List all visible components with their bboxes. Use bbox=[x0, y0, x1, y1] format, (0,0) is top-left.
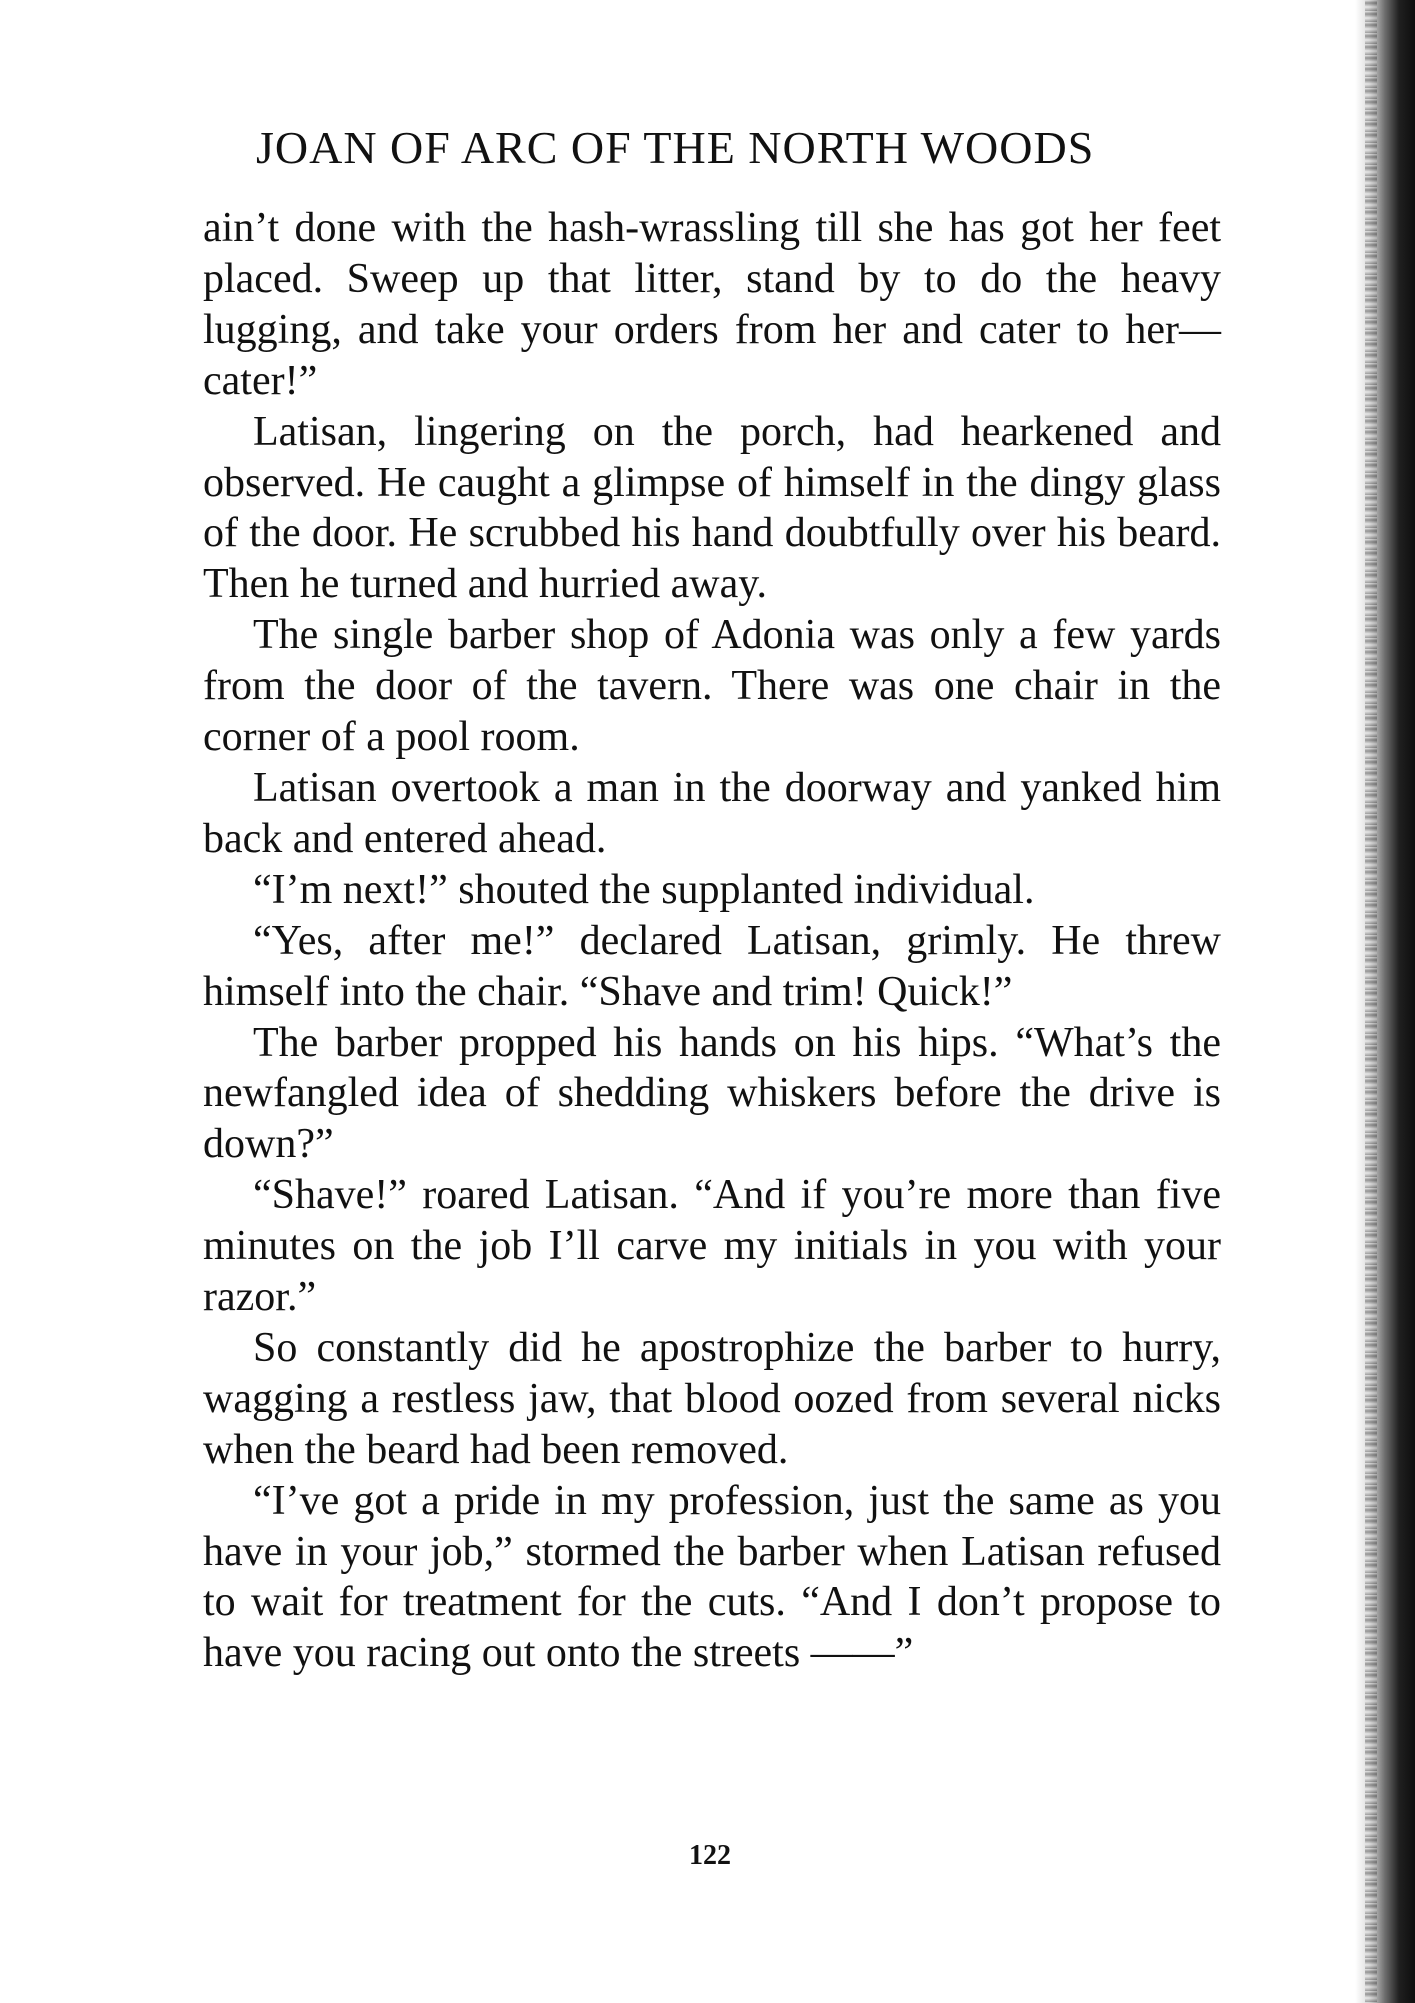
paragraph: “I’m next!” shouted the supplanted individual. bbox=[253, 866, 1035, 913]
page-number: 122 bbox=[689, 1840, 731, 1871]
paragraph: ain’t done with the hash-wrassling till she has got her feet placed. Sweep up that litter, stand by to do the heavy lugging, and take your orders from her and cater to her—cater!” bbox=[203, 205, 1221, 404]
paragraph: “Shave!” roared Latisan. “And if you’re more than five minutes on the job I’ll carve my initials in you with your razor.” bbox=[203, 1172, 1221, 1321]
binding-gutter-texture bbox=[1365, 0, 1377, 2003]
paragraph: “I’ve got a pride in my profession, just the same as you have in your job,” stormed the barber when Latisan refused to wait for treatment for the cuts. “And I don’t propose to have you racing out onto the streets ——” bbox=[203, 1477, 1221, 1677]
paragraph: The single barber shop of Adonia was only a few yards from the door of the tavern. There was one chair in the corner of a pool room. bbox=[203, 612, 1221, 761]
paragraph: “Yes, after me!” declared Latisan, grimly. He threw himself into the chair. “Shave and trim! Quick!” bbox=[203, 917, 1221, 1015]
paragraph: The barber propped his hands on his hips. “What’s the newfangled idea of shedding whiskers before the drive is down?” bbox=[203, 1019, 1221, 1168]
running-head: JOAN OF ARC OF THE NORTH WOODS bbox=[256, 122, 1095, 173]
paragraph: Latisan, lingering on the porch, had hearkened and observed. He caught a glimpse of himself in the dingy glass of the door. He scrubbed his hand doubtfully over his beard. Then he turned and hurried away. bbox=[203, 408, 1221, 608]
body-text bbox=[203, 203, 1221, 1679]
paragraph: So constantly did he apostrophize the barber to hurry, wagging a restless jaw, that blood oozed from several nicks when the beard had been removed. bbox=[203, 1324, 1221, 1473]
paragraph: Latisan overtook a man in the doorway and yanked him back and entered ahead. bbox=[203, 764, 1221, 862]
binding-gutter-shadow bbox=[1355, 0, 1415, 2003]
